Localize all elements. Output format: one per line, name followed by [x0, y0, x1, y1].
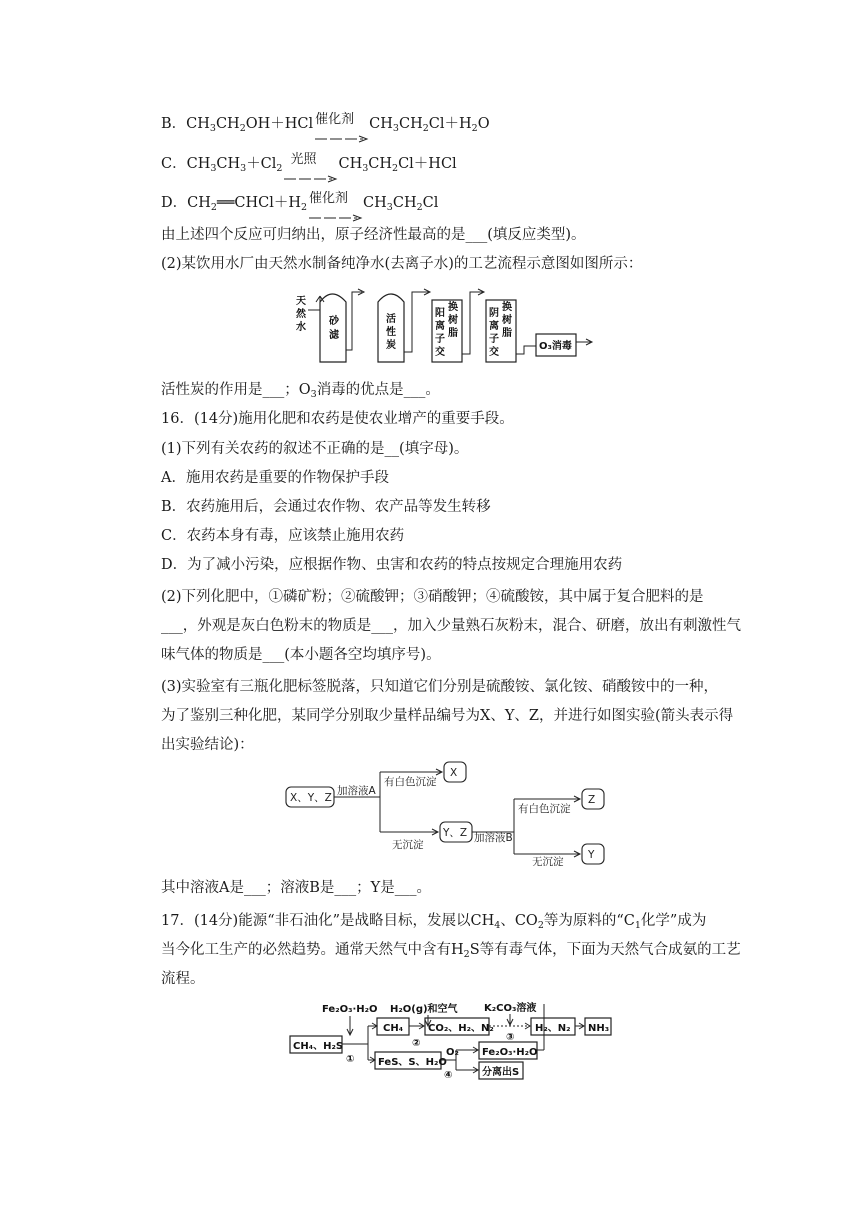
ozone-label: O₃消毒	[539, 341, 572, 352]
q16-part2-line2: ___，外观是灰白色粉末的物质是___，加入少量熟石灰粉末，混合、研磨，放出有刺激性气	[161, 618, 741, 634]
q15-part2-answer: 活性炭的作用是___；$O_3$消毒的优点是___。	[161, 382, 440, 400]
tank-label: 活	[386, 314, 396, 325]
step-number: ④	[444, 1070, 453, 1081]
yz-label: Y、Z	[443, 827, 468, 839]
q16-part3-answer: 其中溶液A是___；溶液B是___；Y是___。	[161, 880, 431, 896]
step-number: ①	[346, 1054, 355, 1065]
option-b: B．$CH_3CH_2OH+HCl$ 催化剂 $CH_3CH_2Cl+H_2O$	[161, 114, 490, 139]
source-char: 然	[296, 309, 306, 320]
column-label: 离	[489, 321, 499, 332]
step-number: ②	[412, 1038, 421, 1049]
column-label: 换	[502, 302, 512, 313]
start-label: X、Y、Z	[290, 792, 332, 804]
z-label: Z	[588, 794, 596, 806]
q17-line2: 当今化工生产的必然趋势。通常天然气中含有$H_2S$等有毒气体，下面为天然气合成氨的工艺	[161, 942, 741, 960]
column-label: 交	[489, 347, 499, 358]
add-b-label: 加溶液B	[474, 832, 513, 844]
gas-mixture-label: CO₂、H₂、N₂	[428, 1023, 494, 1034]
q16-option-a: A．施用农药是重要的作物保护手段	[161, 470, 389, 486]
q16-option-d: D．为了减小污染，应根据作物、虫害和农药的特点按规定合理施用农药	[161, 557, 623, 573]
identification-flowchart	[284, 758, 614, 866]
q16-title: 16．(14分)施用化肥和农药是使农业增产的重要手段。	[161, 411, 514, 427]
column-label: 树	[502, 315, 512, 326]
reaction-arrow	[307, 207, 363, 227]
nh3-label: NH₃	[588, 1023, 610, 1034]
sulfur-separation-label: 分离出S	[482, 1067, 520, 1078]
q16-part2-line1: (2)下列化肥中，①磷矿粉；②硫酸钾；③硝酸钾；④硫酸铵，其中属于复合肥料的是	[161, 589, 704, 605]
h2-n2-label: H₂、N₂	[535, 1023, 571, 1034]
source-label	[296, 295, 307, 333]
source-char: 水	[296, 322, 306, 333]
column-label: 交	[435, 347, 445, 358]
ch4-label: CH₄	[383, 1023, 404, 1034]
fes-label: FeS、S、H₂O	[378, 1057, 447, 1068]
column-label: 脂	[448, 328, 458, 339]
reagent-label: H₂O(g)和空气	[390, 1004, 458, 1015]
column-label: 阴	[489, 308, 499, 319]
no-precipitate-label: 无沉淀	[532, 856, 564, 866]
q16-part3-line1: (3)实验室有三瓶化肥标签脱落，只知道它们分别是硫酸铵、氯化铵、硝酸铵中的一种，	[161, 679, 719, 695]
reagent-label: Fe₂O₃·H₂O	[322, 1004, 378, 1015]
reagent-label: K₂CO₃溶液	[484, 1003, 537, 1014]
sand-filter-tank	[320, 294, 346, 362]
x-label: X	[450, 767, 458, 779]
column-label: 子	[489, 334, 499, 345]
add-a-label: 加溶液A	[337, 785, 376, 797]
tank-label: 性	[386, 327, 396, 338]
q17-line1: 17．(14分)能源“非石油化”是战略目标，发展以$CH_4$、$CO_2$等为原料的“$C_1$化学”成为	[161, 913, 707, 931]
q16-part1: (1)下列有关农药的叙述不正确的是__(填字母)。	[161, 441, 469, 457]
white-precipitate-label: 有白色沉淀	[518, 803, 571, 815]
fe2o3-output-label: Fe₂O₃·H₂O	[482, 1047, 538, 1058]
start-label: CH₄、H₂S	[293, 1041, 344, 1052]
white-precipitate-label: 有白色沉淀	[384, 776, 437, 788]
o2-label: O₂	[446, 1047, 459, 1058]
q15-part2: (2)某饮用水厂由天然水制备纯净水(去离子水)的工艺流程示意图如图所示：	[161, 256, 643, 272]
option-d: D．$CH_2══CHCl+H_2$ 催化剂 $CH_3CH_2Cl$	[161, 193, 438, 218]
step-number: ③	[506, 1032, 515, 1043]
column-label: 树	[448, 315, 458, 326]
tank-label: 滤	[329, 330, 339, 341]
y-label: Y	[588, 849, 595, 861]
q15-conclusion: 由上述四个反应可归纳出，原子经济性最高的是___(填反应类型)。	[161, 227, 586, 243]
tank-label: 炭	[386, 340, 396, 351]
catalyst-label: 催化剂	[309, 191, 349, 206]
ammonia-synthesis-flowchart	[288, 998, 612, 1082]
q16-part3-line2: 为了鉴别三种化肥，某同学分别取少量样品编号为X、Y、Z，并进行如图实验(箭头表示得	[161, 708, 734, 724]
reaction-arrow	[313, 128, 369, 148]
column-label: 离	[435, 321, 445, 332]
option-c: C．$CH_3CH_3+Cl_2$ 光照 $CH_3CH_2Cl+HCl$	[161, 154, 457, 179]
tank-label: 砂	[329, 316, 339, 327]
source-char: 天	[296, 296, 306, 307]
q16-option-b: B．农药施用后，会通过农作物、农产品等发生转移	[161, 499, 491, 515]
light-condition-label: 光照	[290, 152, 317, 167]
q16-part2-line3: 味气体的物质是___(本小题各空均填序号)。	[161, 647, 441, 663]
reaction-arrow	[282, 168, 338, 188]
q16-part3-line3: 出实验结论)：	[161, 737, 254, 753]
q17-line3: 流程。	[161, 971, 205, 987]
q16-option-c: C．农药本身有毒，应该禁止施用农药	[161, 528, 405, 544]
column-label: 阳	[435, 308, 445, 319]
catalyst-label: 催化剂	[315, 112, 355, 127]
column-label: 子	[435, 334, 445, 345]
column-label: 换	[448, 302, 458, 313]
no-precipitate-label: 无沉淀	[392, 839, 424, 851]
column-label: 脂	[502, 328, 512, 339]
water-treatment-diagram	[290, 282, 600, 372]
